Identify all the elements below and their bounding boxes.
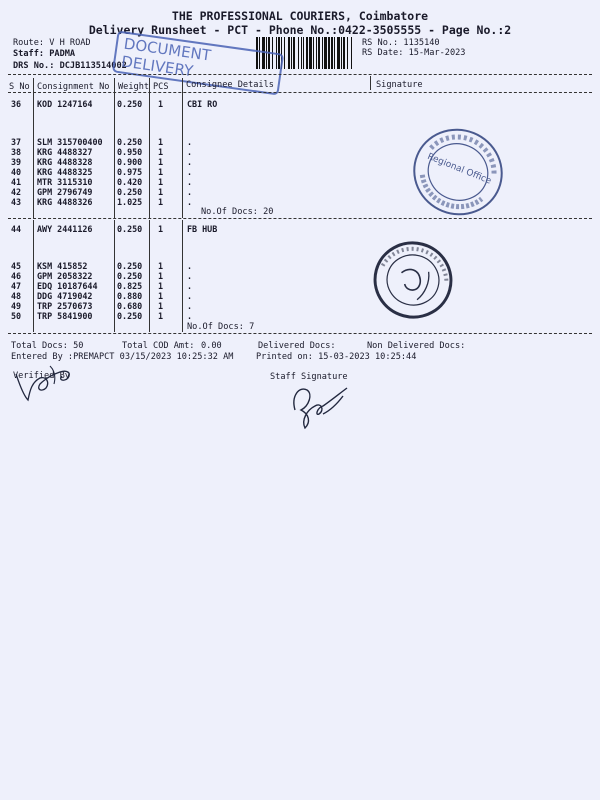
table-row	[0, 157, 600, 167]
entered-by: Entered By :PREMAPCT 03/15/2023 10:25:32 AM	[11, 352, 234, 362]
row-weight: 0.680	[117, 301, 143, 311]
row-consignment: TRP 2570673	[37, 301, 93, 311]
row-sno: 46	[11, 271, 22, 281]
row-weight: 0.250	[117, 261, 143, 271]
row-sno: 49	[11, 301, 22, 311]
row-weight: 0.250	[117, 99, 143, 109]
barcode-bar	[301, 37, 302, 69]
table-row	[0, 291, 600, 301]
row-weight: 0.825	[117, 281, 143, 291]
row-consignee: .	[187, 157, 193, 167]
table-row	[0, 311, 600, 321]
table-row	[0, 99, 600, 109]
group1-bottom-rule	[8, 218, 592, 219]
staff-signature-image	[285, 380, 365, 432]
table-row	[0, 281, 600, 291]
table-row	[0, 224, 600, 234]
signature-column-divider	[370, 76, 371, 90]
barcode-bar	[316, 37, 317, 69]
row-consignment: KRG 4488328	[37, 157, 93, 167]
row-sno: 44	[11, 224, 22, 234]
barcode-bar	[309, 37, 312, 69]
barcode-bar	[298, 37, 299, 69]
row-sno: 38	[11, 147, 22, 157]
row-consignment: KSM 415852	[37, 261, 88, 271]
col-signature: Signature	[376, 80, 423, 90]
table-row	[0, 177, 600, 187]
table-row	[0, 197, 600, 207]
document-delivery-stamp: DOCUMENT DELIVERY	[112, 31, 284, 96]
row-pcs: 1	[158, 177, 164, 187]
row-consignee: .	[187, 147, 193, 157]
barcode-bar	[341, 37, 342, 69]
barcode-bar	[328, 37, 330, 69]
row-weight: 0.975	[117, 167, 143, 177]
row-consignee: .	[187, 261, 193, 271]
barcode-bar	[334, 37, 335, 69]
row-consignee: FB HUB	[187, 224, 218, 234]
row-consignment: SLM 315700400	[37, 137, 103, 147]
row-pcs: 1	[158, 291, 164, 301]
col-sno: S No	[9, 82, 30, 92]
barcode-bar	[322, 37, 323, 69]
row-pcs: 1	[158, 311, 164, 321]
total-docs: Total Docs: 50	[11, 341, 84, 351]
group1-docs-count: No.Of Docs: 20	[201, 207, 274, 217]
group2-docs-count: No.Of Docs: 7	[187, 322, 255, 332]
barcode-bar	[284, 37, 285, 69]
table-row	[0, 301, 600, 311]
barcode-bar	[331, 37, 333, 69]
row-weight: 0.250	[117, 187, 143, 197]
verified-by-label: Verified By	[13, 371, 70, 381]
row-pcs: 1	[158, 301, 164, 311]
table-row	[0, 167, 600, 177]
row-weight: 0.900	[117, 157, 143, 167]
row-pcs: 1	[158, 224, 164, 234]
row-pcs: 1	[158, 261, 164, 271]
table-row	[0, 187, 600, 197]
row-pcs: 1	[158, 187, 164, 197]
row-sno: 40	[11, 167, 22, 177]
row-consignee: CBI RO	[187, 99, 218, 109]
row-weight: 0.880	[117, 291, 143, 301]
row-consignee: .	[187, 301, 193, 311]
row-pcs: 1	[158, 147, 164, 157]
non-delivered-docs: Non Delivered Docs:	[367, 341, 466, 351]
row-consignment: KOD 1247164	[37, 99, 93, 109]
runsheet-subtitle: Delivery Runsheet - PCT - Phone No.:0422-3505555 - Page No.:2	[88, 23, 512, 37]
row-weight: 0.250	[117, 311, 143, 321]
row-pcs: 1	[158, 271, 164, 281]
delivered-docs: Delivered Docs:	[258, 341, 336, 351]
row-sno: 47	[11, 281, 22, 291]
barcode-bar	[324, 37, 327, 69]
table-top-rule	[8, 74, 592, 75]
row-sno: 41	[11, 177, 22, 187]
row-pcs: 1	[158, 137, 164, 147]
rs-date: RS Date: 15-Mar-2023	[362, 48, 466, 58]
barcode-bar	[351, 37, 352, 69]
col-consignment: Consignment No	[37, 82, 110, 92]
col-consignee: Consignee Details	[186, 80, 274, 90]
table-row	[0, 271, 600, 281]
barcode-bar	[293, 37, 295, 69]
row-sno: 43	[11, 197, 22, 207]
printed-on: Printed on: 15-03-2023 10:25:44	[256, 352, 417, 362]
row-consignment: AWY 2441126	[37, 224, 93, 234]
col-weight: Weight	[118, 82, 150, 92]
row-consignee: .	[187, 167, 193, 177]
group2-bottom-rule	[8, 333, 592, 334]
header-bottom-rule	[8, 92, 592, 93]
barcode-bar	[288, 37, 290, 69]
row-consignment: KRG 4488326	[37, 197, 93, 207]
row-weight: 0.420	[117, 177, 143, 187]
row-weight: 1.025	[117, 197, 143, 207]
row-consignee: .	[187, 177, 193, 187]
row-consignment: TRP 5841900	[37, 311, 93, 321]
row-sno: 48	[11, 291, 22, 301]
verified-by-signature	[10, 362, 80, 404]
row-consignment: GPM 2796749	[37, 187, 93, 197]
row-sno: 37	[11, 137, 22, 147]
barcode-bar	[291, 37, 292, 69]
row-weight: 0.250	[117, 271, 143, 281]
route-text: Route: V H ROAD	[13, 38, 91, 48]
row-consignment: DDG 4719042	[37, 291, 93, 301]
table-row	[0, 147, 600, 157]
col-pcs: PCS	[153, 82, 169, 92]
row-sno: 36	[11, 99, 22, 109]
row-consignee: .	[187, 271, 193, 281]
round-seal-stamp	[370, 238, 456, 322]
row-sno: 50	[11, 311, 22, 321]
row-pcs: 1	[158, 197, 164, 207]
row-consignment: GPM 2058322	[37, 271, 93, 281]
regional-office-stamp	[410, 126, 506, 218]
barcode-bar	[306, 37, 308, 69]
table-row	[0, 137, 600, 147]
row-consignee: .	[187, 187, 193, 197]
total-cod-label: Total COD Amt:	[122, 341, 195, 351]
row-consignee: .	[187, 281, 193, 291]
row-pcs: 1	[158, 167, 164, 177]
row-consignee: .	[187, 197, 193, 207]
row-weight: 0.950	[117, 147, 143, 157]
row-consignee: .	[187, 137, 193, 147]
staff-text: Staff: PADMA	[13, 49, 76, 59]
barcode-bar	[343, 37, 345, 69]
row-consignment: MTR 3115310	[37, 177, 93, 187]
rs-number: RS No.: 1135140	[362, 38, 440, 48]
company-title: THE PROFESSIONAL COURIERS, Coimbatore	[171, 9, 429, 23]
row-pcs: 1	[158, 157, 164, 167]
row-pcs: 1	[158, 281, 164, 291]
barcode-bar	[337, 37, 340, 69]
row-sno: 45	[11, 261, 22, 271]
row-consignee: .	[187, 291, 193, 301]
row-sno: 42	[11, 187, 22, 197]
regional-office-stamp-text: Regional Office	[425, 151, 493, 187]
row-weight: 0.250	[117, 224, 143, 234]
row-consignee: .	[187, 311, 193, 321]
row-sno: 39	[11, 157, 22, 167]
table-row	[0, 261, 600, 271]
row-pcs: 1	[158, 99, 164, 109]
total-cod-value: 0.00	[201, 341, 222, 351]
barcode-bar	[303, 37, 304, 69]
row-consignment: KRG 4488327	[37, 147, 93, 157]
drs-number: DRS No.: DCJB113514002	[13, 61, 127, 71]
staff-signature-label: Staff Signature	[270, 372, 348, 382]
row-weight: 0.250	[117, 137, 143, 147]
barcode-bar	[318, 37, 320, 69]
barcode-bar	[347, 37, 348, 69]
barcode-bar	[313, 37, 314, 69]
row-consignment: EDQ 10187644	[37, 281, 98, 291]
row-consignment: KRG 4488325	[37, 167, 93, 177]
